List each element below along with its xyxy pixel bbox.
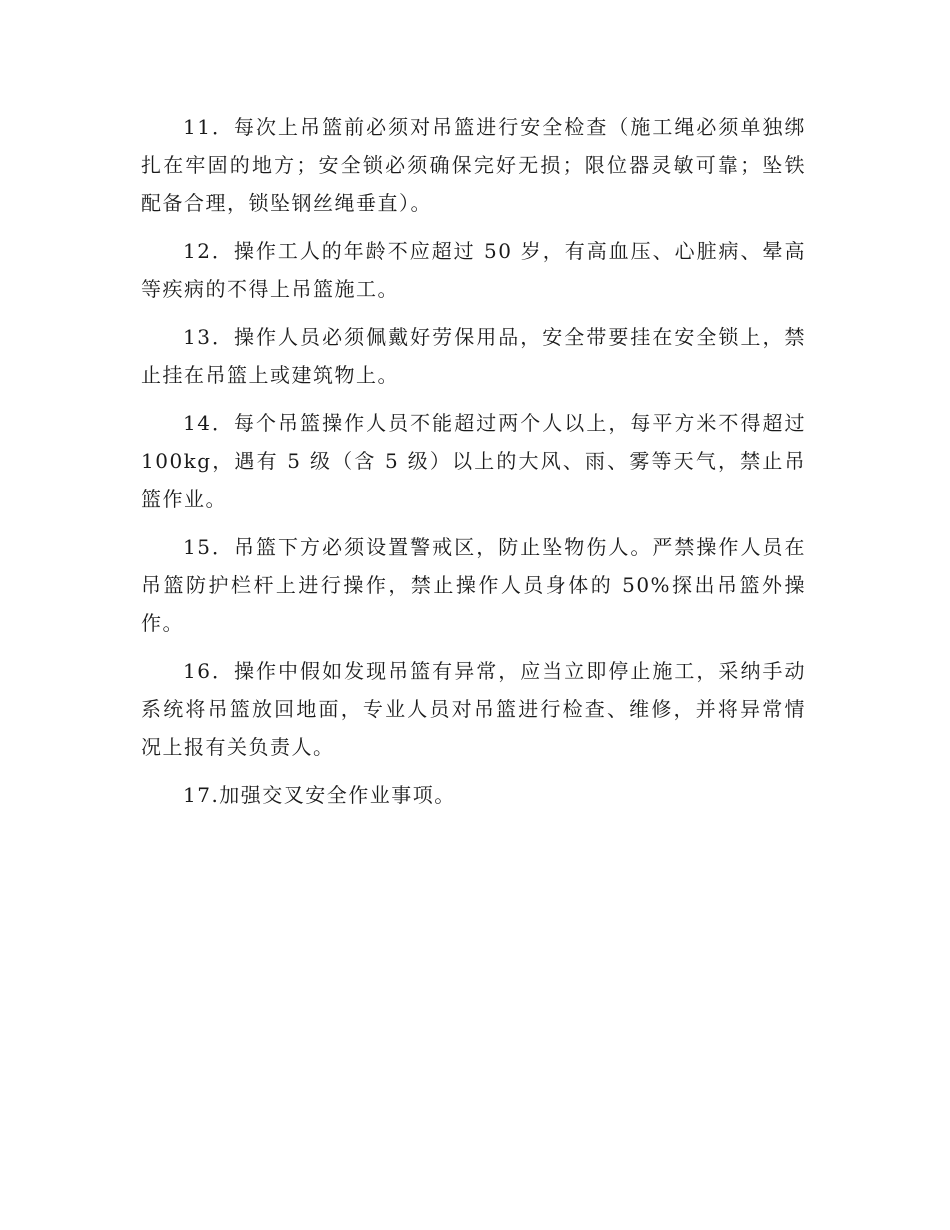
- paragraph-item-15: 15．吊篮下方必须设置警戒区，防止坠物伤人。严禁操作人员在吊篮防护栏杆上进行操作，禁止操作人员身体的 50%探出吊篮外操作。: [141, 535, 806, 635]
- paragraph-item-14: 14．每个吊篮操作人员不能超过两个人以上，每平方米不得超过 100kg，遇有 5 级（含 5 级）以上的大风、雨、雾等天气，禁止吊篮作业。: [141, 411, 806, 511]
- document-body: [141, 108, 806, 824]
- paragraph-item-16: 16．操作中假如发现吊篮有异常，应当立即停止施工，采纳手动系统将吊篮放回地面，专业人员对吊篮进行检查、维修，并将异常情况上报有关负责人。: [141, 659, 806, 759]
- paragraph-item-17: 17.加强交叉安全作业事项。: [183, 783, 456, 807]
- paragraph-item-13: 13．操作人员必须佩戴好劳保用品，安全带要挂在安全锁上，禁止挂在吊篮上或建筑物上。: [141, 325, 806, 387]
- paragraph-item-12: 12．操作工人的年龄不应超过 50 岁，有高血压、心脏病、晕高等疾病的不得上吊篮施工。: [141, 239, 806, 301]
- paragraph-item-11: 11．每次上吊篮前必须对吊篮进行安全检查（施工绳必须单独绑扎在牢固的地方；安全锁必须确保完好无损；限位器灵敏可靠；坠铁配备合理，锁坠钢丝绳垂直）。: [141, 115, 806, 215]
